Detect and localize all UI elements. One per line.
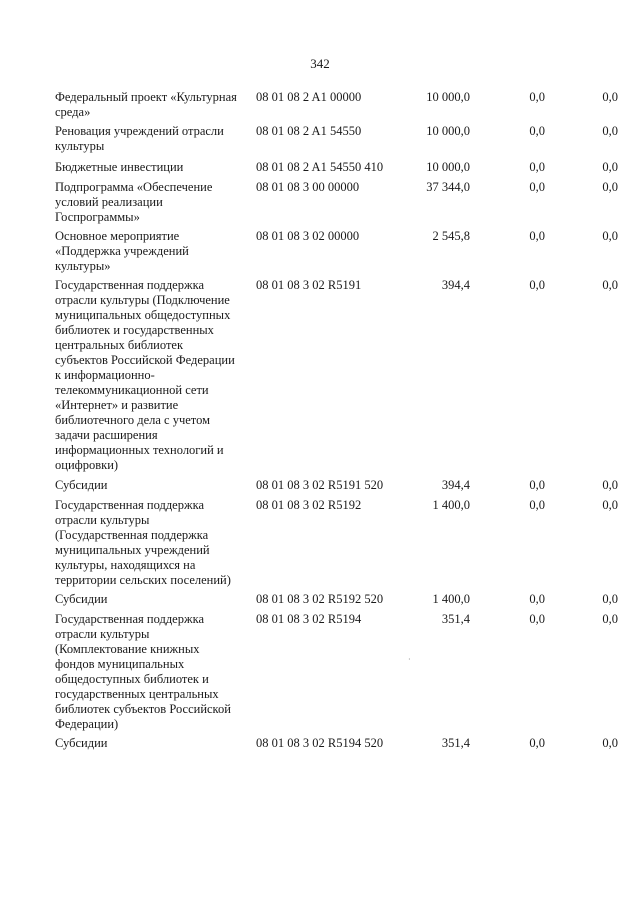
row-value-3: 0,0 <box>602 278 618 292</box>
row-value-2: 0,0 <box>529 612 545 626</box>
row-amount: 10 000,0 <box>426 160 470 174</box>
row-amount: 1 400,0 <box>432 498 470 512</box>
row-amount: 351,4 <box>441 736 470 750</box>
scan-speck: · <box>408 655 411 664</box>
row-name: Основное мероприятие «Поддержка учреждений культуры» <box>55 229 189 273</box>
row-value-2: 0,0 <box>529 498 545 512</box>
row-value-3: 0,0 <box>602 478 618 492</box>
row-value-2: 0,0 <box>529 229 545 243</box>
row-value-2: 0,0 <box>529 592 545 606</box>
row-code: 08 01 08 2 A1 54550 410 <box>256 160 384 174</box>
row-value-2: 0,0 <box>529 278 545 292</box>
row-code: 08 01 08 2 A1 54550 <box>256 124 362 138</box>
row-amount: 37 344,0 <box>426 180 470 194</box>
row-name: Бюджетные инвестиции <box>55 160 184 174</box>
row-name: Подпрограмма «Обеспечение условий реализации Госпрограммы» <box>55 180 213 224</box>
row-code: 08 01 08 3 02 00000 <box>256 229 360 243</box>
row-code: 08 01 08 3 02 R5191 <box>256 278 362 292</box>
row-value-2: 0,0 <box>529 124 545 138</box>
row-amount: 394,4 <box>441 278 470 292</box>
row-value-3: 0,0 <box>602 180 618 194</box>
row-name: Государственная поддержка отрасли культуры (Подключение муниципальных общедоступных библиотек и государственных центральных библиотек субъектов Российской Федерации к информационно- телекоммуникационной сети «Интернет» и развитие библиотечного дела с учетом задачи расширения информационных технологий и оцифровки) <box>55 278 235 472</box>
row-amount: 394,4 <box>441 478 470 492</box>
row-name: Государственная поддержка отрасли культуры (Комплектование книжных фондов муниципальных общедоступных библиотек и государственных центральных библиотек субъектов Российской Федерации) <box>55 612 231 731</box>
row-amount: 1 400,0 <box>432 592 470 606</box>
row-name: Государственная поддержка отрасли культуры (Государственная поддержка муниципальных учреждений культуры, находящихся на территории сельских поселений) <box>55 498 231 587</box>
row-name: Реновация учреждений отрасли культуры <box>55 124 224 153</box>
row-value-3: 0,0 <box>602 498 618 512</box>
row-code: 08 01 08 3 00 00000 <box>256 180 360 194</box>
row-value-3: 0,0 <box>602 229 618 243</box>
page-number: 342 <box>310 56 330 71</box>
row-value-2: 0,0 <box>529 478 545 492</box>
row-value-3: 0,0 <box>602 592 618 606</box>
row-name: Субсидии <box>55 736 108 750</box>
row-value-3: 0,0 <box>602 736 618 750</box>
row-code: 08 01 08 3 02 R5191 520 <box>256 478 384 492</box>
row-code: 08 01 08 3 02 R5192 520 <box>256 592 384 606</box>
row-code: 08 01 08 3 02 R5192 <box>256 498 362 512</box>
row-value-3: 0,0 <box>602 124 618 138</box>
row-amount: 2 545,8 <box>432 229 470 243</box>
row-value-3: 0,0 <box>602 160 618 174</box>
row-name: Федеральный проект «Культурная среда» <box>55 90 237 119</box>
row-amount: 10 000,0 <box>426 90 470 104</box>
row-value-3: 0,0 <box>602 612 618 626</box>
row-name: Субсидии <box>55 592 108 606</box>
row-value-2: 0,0 <box>529 160 545 174</box>
row-value-3: 0,0 <box>602 90 618 104</box>
row-name: Субсидии <box>55 478 108 492</box>
row-amount: 351,4 <box>441 612 470 626</box>
row-code: 08 01 08 3 02 R5194 <box>256 612 362 626</box>
row-code: 08 01 08 2 A1 00000 <box>256 90 362 104</box>
row-value-2: 0,0 <box>529 180 545 194</box>
row-amount: 10 000,0 <box>426 124 470 138</box>
row-value-2: 0,0 <box>529 90 545 104</box>
row-code: 08 01 08 3 02 R5194 520 <box>256 736 384 750</box>
row-value-2: 0,0 <box>529 736 545 750</box>
